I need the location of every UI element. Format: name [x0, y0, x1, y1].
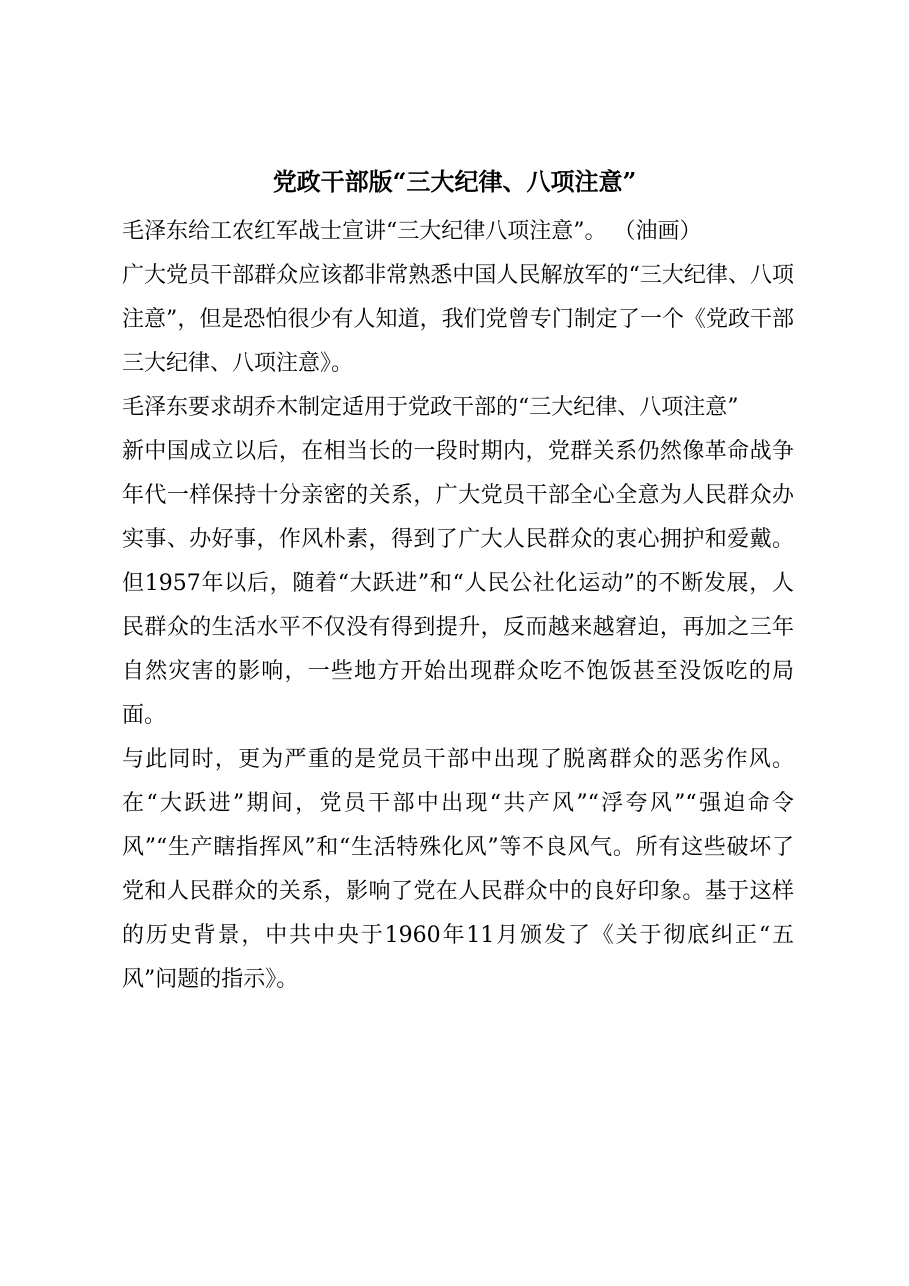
paragraph-five-winds: 与此同时，更为严重的是党员干部中出现了脱离群众的恶劣作风。在“大跃进”期间，党员干部中出现“共产风”“浮夸风”“强迫命令风”“生产瞎指挥风”和“生活特殊化风”等不良风气。所有这些破坏了党和人民群众的关系，影响了党在人民群众中的良好印象。基于这样的历史背景，中共中央于1960年11月颁发了《关于彻底纠正“五风”问题的指示》。: [122, 747, 794, 992]
document-title: 党政干部版“三大纪律、八项注意”: [272, 167, 637, 196]
document-body: [122, 210, 794, 1002]
paragraph-intro: 广大党员干部群众应该都非常熟悉中国人民解放军的“三大纪律、八项注意”，但是恐怕很少有人知道，我们党曾专门制定了一个《党政干部三大纪律、八项注意》。: [122, 263, 794, 376]
paragraph-background: 新中国成立以后，在相当长的一段时期内，党群关系仍然像革命战争年代一样保持十分亲密的关系，广大党员干部全心全意为人民群众办实事、办好事，作风朴素，得到了广大人民群众的衷心拥护和爱戴。但1957年以后，随着“大跃进”和“人民公社化运动”的不断发展，人民群众的生活水平不仅没有得到提升，反而越来越窘迫，再加之三年自然灾害的影响，一些地方开始出现群众吃不饱饭甚至没饭吃的局面。: [122, 439, 794, 728]
paragraph-caption: 毛泽东给工农红军战士宣讲“三大纪律八项注意”。 （油画）: [122, 219, 702, 244]
paragraph-subheading: 毛泽东要求胡乔木制定适用于党政干部的“三大纪律、八项注意”: [122, 395, 739, 420]
